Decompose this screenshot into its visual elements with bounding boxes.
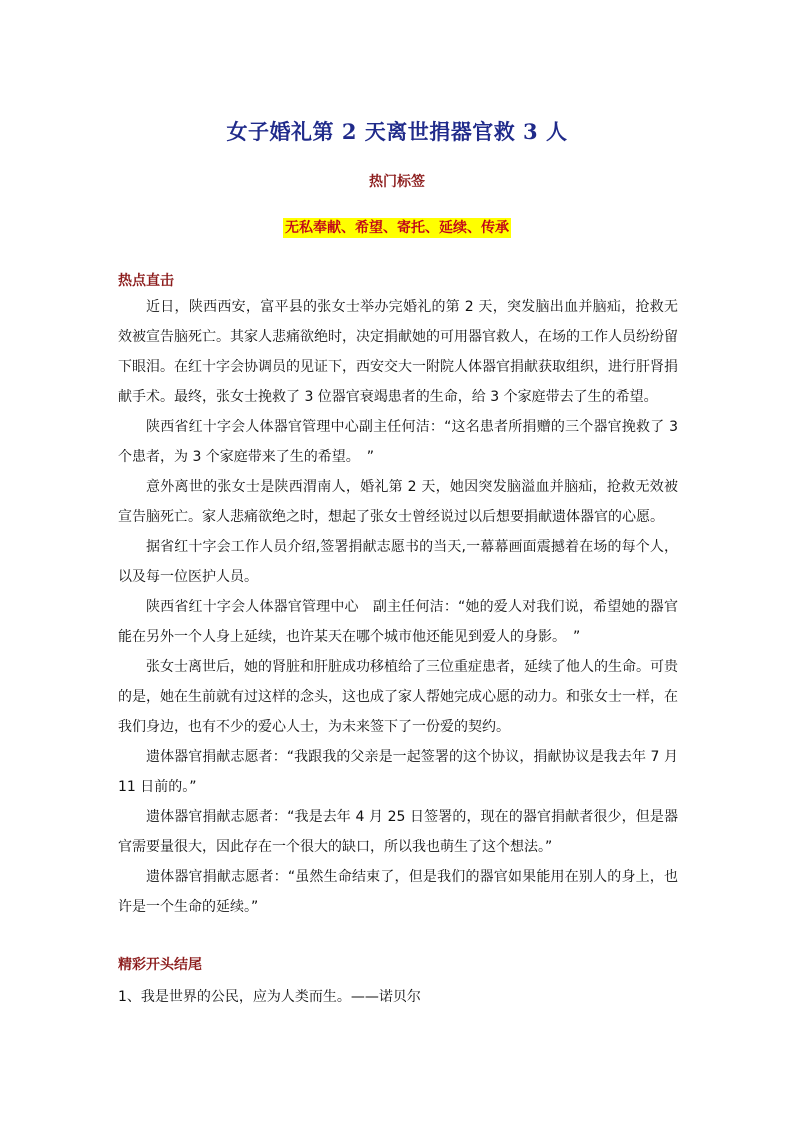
news-paragraph: 陕西省红十字会人体器官管理中心副主任何洁：“这名患者所捐赠的三个器官挽救了 3 个患者，为 3 个家庭带来了生的希望。 ” <box>118 419 678 465</box>
quote-item: 1、我是世界的公民，应为人类而生。——诺贝尔 <box>118 989 421 1005</box>
news-paragraph: 近日，陕西西安，富平县的张女士举办完婚礼的第 2 天，突发脑出血并脑疝，抢救无效被宣告脑死亡。其家人悲痛欲绝时，决定捐献她的可用器官救人，在场的工作人员纷纷留下眼泪。在红十字会协调员的见证下，西安交大一附院人体器官捐献获取组织，进行肝肾捐献手术。最终，张女士挽救了 3 位器官衰竭患者的生命，给 3 个家庭带去了生的希望。 <box>118 299 678 405</box>
news-paragraph: 陕西省红十字会人体器官管理中心 副主任何洁：“她的爱人对我们说，希望她的器官能在另外一个人身上延续，也许某天在哪个城市他还能见到爱人的身影。 ” <box>118 599 678 645</box>
news-paragraph: 据省红十字会工作人员介绍,签署捐献志愿书的当天,一幕幕画面震撼着在场的每个人，以及每一位医护人员。 <box>118 539 678 585</box>
news-paragraph: 遗体器官捐献志愿者：“我跟我的父亲是一起签署的这个协议，捐献协议是我去年 7 月 11 日前的。” <box>118 749 678 795</box>
opening-section-heading: 精彩开头结尾 <box>118 957 202 973</box>
news-paragraph: 遗体器官捐献志愿者：“虽然生命结束了，但是我们的器官如果能用在别人的身上，也许是一个生命的延续。” <box>118 869 678 915</box>
news-paragraph: 遗体器官捐献志愿者：“我是去年 4 月 25 日签署的，现在的器官捐献者很少，但是器官需要量很大，因此存在一个很大的缺口，所以我也萌生了这个想法。” <box>118 809 678 855</box>
news-paragraph: 张女士离世后，她的肾脏和肝脏成功移植给了三位重症患者，延续了他人的生命。可贵的是，她在生前就有过这样的念头，这也成了家人帮她完成心愿的动力。和张女士一样，在我们身边，也有不少的爱心人士，为未来签下了一份爱的契约。 <box>118 659 678 735</box>
hot-tags-highlight: 无私奉献、希望、寄托、延续、传承 <box>285 220 509 236</box>
hot-tags-wrapper <box>0 217 794 238</box>
news-paragraph: 意外离世的张女士是陕西渭南人，婚礼第 2 天，她因突发脑溢血并脑疝，抢救无效被宣告脑死亡。家人悲痛欲绝之时，想起了张女士曾经说过以后想要捐献遗体器官的心愿。 <box>118 479 678 525</box>
article-title: 女子婚礼第 2 天离世捐器官救 3 人 <box>226 119 568 144</box>
news-section-heading: 热点直击 <box>118 273 174 289</box>
news-body <box>118 292 678 922</box>
hot-tags-heading: 热门标签 <box>369 174 425 190</box>
